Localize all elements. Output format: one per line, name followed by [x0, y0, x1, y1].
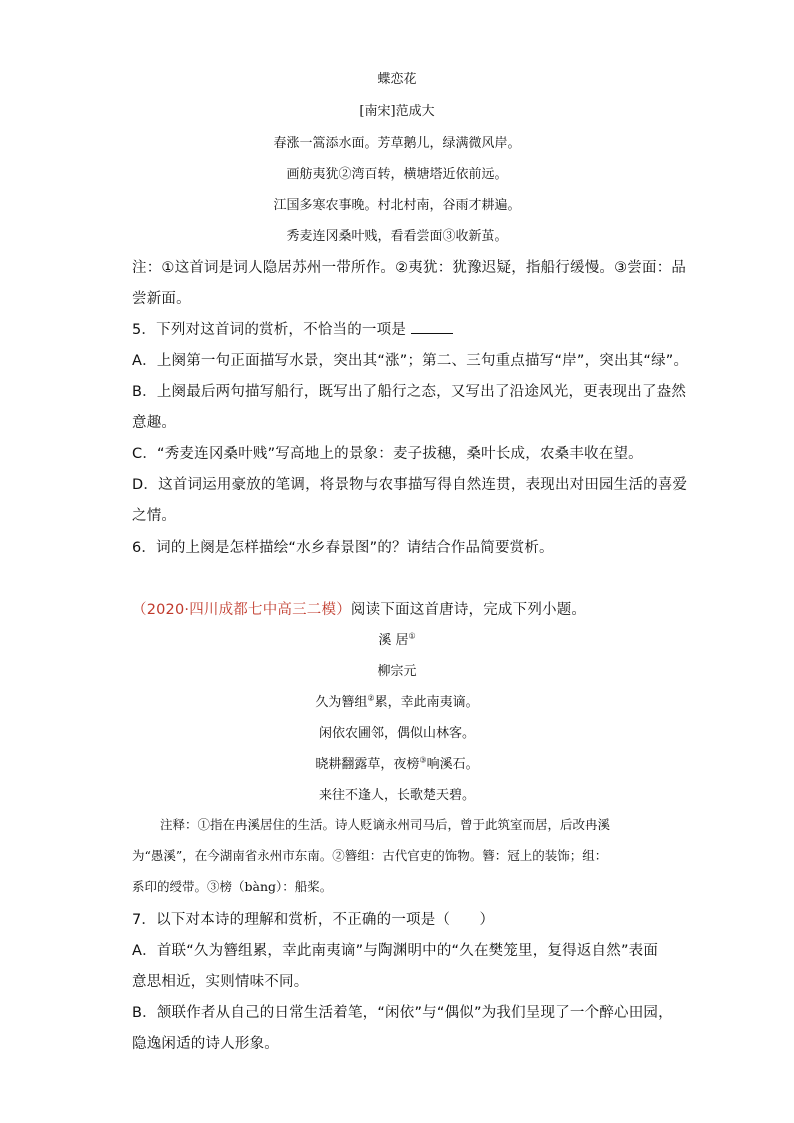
answer-blank[interactable]	[411, 321, 453, 334]
q6-stem: 6．词的上阕是怎样描绘“水乡春景图”的？请结合作品简要赏析。	[132, 540, 554, 556]
poem2-line-1	[0, 691, 794, 710]
poem1-note-line-1: 注：①这首词是词人隐居苏州一带所作。②夷犹：犹豫迟疑，指船行缓慢。③尝面：品	[132, 260, 687, 276]
q7-option-b-line-2: 隐逸闲适的诗人形象。	[132, 1036, 279, 1052]
poem2-author: 柳宗元	[377, 664, 417, 679]
q7-stem: 7．以下对本诗的理解和赏析，不正确的一项是（ ）	[132, 912, 495, 928]
poem2-line-1-part-b: 累，幸此南夷谪。	[374, 695, 479, 710]
q5-option-d-line-1: D．这首词运用豪放的笔调，将景物与农事描写得自然连贯，表现出对田园生活的喜爱	[132, 477, 688, 493]
q7-option-a-line-2: 意思相近，实则情味不同。	[132, 974, 309, 990]
poem2-title: 溪 居	[378, 633, 409, 648]
footnote-mark: ③	[419, 755, 427, 765]
poem1-line-1: 春涨一篙添水面。芳草鹅儿，绿满微风岸。	[273, 136, 521, 151]
poem1-author: [南宋]范成大	[359, 104, 435, 119]
footnote-mark: ②	[367, 693, 375, 703]
section2-heading	[132, 598, 586, 619]
q5-option-a: A．上阕第一句正面描写水景，突出其“涨”；第二、三句重点描写“岸”，突出其“绿”。	[132, 353, 689, 369]
poem1-title: 蝶恋花	[377, 72, 417, 87]
poem2-note-line-2: 为“愚溪”，在今湖南省永州市东南。②簪组：古代官吏的饰物。簪：冠上的装饰；组：	[132, 848, 608, 863]
q5-stem: 5．下列对这首词的赏析，不恰当的一项是	[132, 322, 407, 338]
poem2-line-3-part-a: 晓耕翻露草，夜榜	[315, 757, 420, 772]
footnote-mark: ①	[408, 631, 416, 641]
poem2-line-3-part-b: 响溪石。	[426, 757, 479, 772]
section2-intro: 阅读下面这首唐诗，完成下列小题。	[350, 602, 587, 618]
poem2-line-1-part-a: 久为簪组	[315, 695, 368, 710]
poem2-line-2: 闲依农圃邻，偶似山林客。	[318, 726, 475, 741]
poem1-note-line-2: 尝新面。	[132, 291, 191, 307]
poem1-line-3: 江国多寒农事晚。村北村南，谷雨才耕遍。	[273, 198, 521, 213]
poem1-line-2: 画舫夷犹②湾百转，横塘塔近依前远。	[286, 167, 508, 182]
poem2-line-3	[0, 753, 794, 772]
poem2-title-row	[0, 629, 794, 648]
q5-option-b-line-2: 意趣。	[132, 415, 177, 431]
poem2-note-line-3: 系印的绶带。③榜（bàng）：船桨。	[132, 879, 333, 894]
poem2-line-4: 来往不逢人，长歌楚天碧。	[318, 788, 475, 803]
q7-option-b-line-1: B．颔联作者从自己的日常生活着笔，“闲依”与“偶似”为我们呈现了一个醉心田园，	[132, 1005, 673, 1021]
q5-option-c: C．“秀麦连冈桑叶贱”写高地上的景象：麦子拔穗，桑叶长成，农桑丰收在望。	[132, 446, 643, 462]
section2-source: （2020·四川成都七中高三二模）	[132, 602, 351, 618]
poem2-note-line-1: 注释：①指在冉溪居住的生活。诗人贬谪永州司马后，曾于此筑室而居，后改冉溪	[160, 817, 611, 832]
q7-option-a-line-1: A．首联“久为簪组累，幸此南夷谪”与陶渊明中的“久在樊笼里，复得返自然”表面	[132, 943, 659, 959]
q5-option-b-line-1: B．上阕最后两句描写船行，既写出了船行之态，又写出了沿途风光，更表现出了盎然	[132, 384, 687, 400]
q5-option-d-line-2: 之情。	[132, 508, 177, 524]
poem1-line-4: 秀麦连冈桑叶贱，看看尝面③收新茧。	[286, 229, 508, 244]
q5-stem-row	[132, 318, 453, 339]
